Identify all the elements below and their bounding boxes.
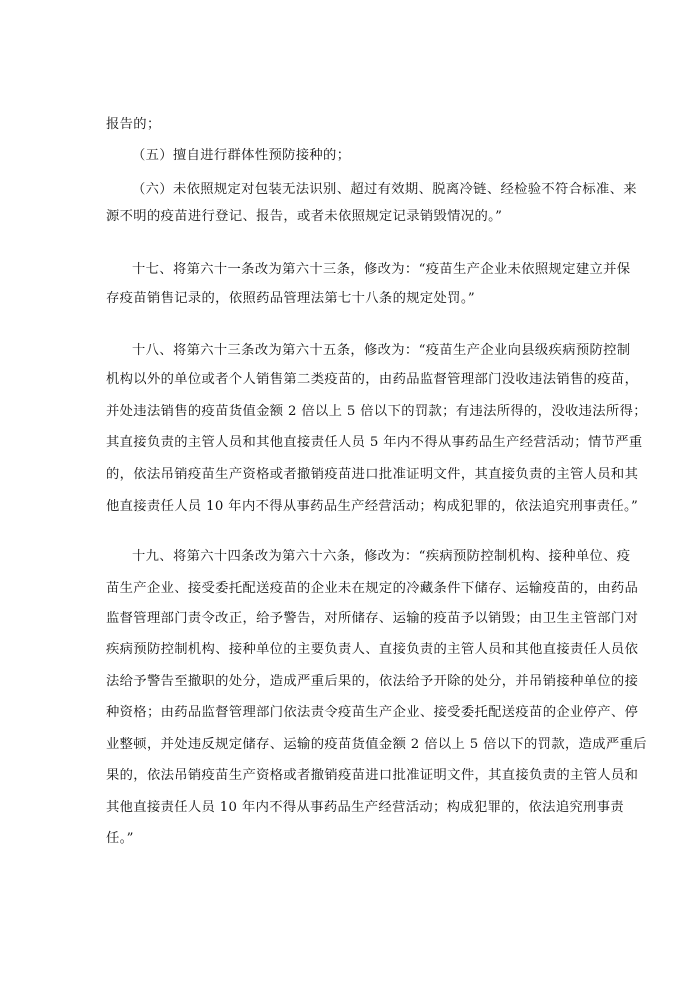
text-line: （五）擅自进行群体性预防接种的；: [132, 148, 351, 163]
text-line: 法给予警告至撤职的处分，造成严重后果的，依法给予开除的处分，并吊销接种单位的接: [106, 674, 639, 689]
text-line: 他直接责任人员 10 年内不得从事药品生产经营活动；构成犯罪的，依法追究刑事责任。”: [106, 499, 639, 514]
text-line: 机构以外的单位或者个人销售第二类疫苗的，由药品监督管理部门没收违法销售的疫苗，: [106, 372, 639, 387]
text-line: 监督管理部门责令改正，给予警告，对所储存、运输的疫苗予以销毁；由卫生主管部门对: [106, 611, 639, 626]
text-line: 其他直接责任人员 10 年内不得从事药品生产经营活动；构成犯罪的，依法追究刑事责: [106, 800, 625, 815]
text-line: 苗生产企业、接受委托配送疫苗的企业未在规定的冷藏条件下储存、运输疫苗的，由药品: [106, 581, 639, 596]
text-line: 的，依法吊销疫苗生产资格或者撤销疫苗进口批准证明文件，其直接负责的主管人员和其: [106, 467, 639, 482]
text-line: 种资格；由药品监督管理部门依法责令疫苗生产企业、接受委托配送疫苗的企业停产、停: [106, 705, 639, 720]
text-line: 并处违法销售的疫苗货值金额 2 倍以上 5 倍以下的罚款；有违法所得的，没收违法所得；: [106, 404, 647, 419]
text-line: 疾病预防控制机构、接种单位的主要负责人、直接负责的主管人员和其他直接责任人员依: [106, 642, 639, 657]
text-line: 任。”: [106, 831, 134, 846]
text-line: 十九、将第六十四条改为第六十六条，修改为：“疾病预防控制机构、接种单位、疫: [132, 549, 631, 564]
text-line: 其直接负责的主管人员和其他直接责任人员 5 年内不得从事药品生产经营活动；情节严重: [106, 435, 643, 450]
text-line: 果的，依法吊销疫苗生产资格或者撤销疫苗进口批准证明文件，其直接负责的主管人员和: [106, 768, 639, 783]
text-line: 十七、将第六十一条改为第六十三条，修改为：“疫苗生产企业未依照规定建立并保: [132, 262, 631, 277]
text-line: 十八、将第六十三条改为第六十五条，修改为：“疫苗生产企业向县级疾病预防控制: [132, 343, 631, 358]
text-line: 存疫苗销售记录的，依照药品管理法第七十八条的规定处罚。”: [106, 291, 475, 306]
text-line: 源不明的疫苗进行登记、报告，或者未依照规定记录销毁情况的。”: [106, 209, 503, 224]
text-line: （六）未依照规定对包装无法识别、超过有效期、脱离冷链、经检验不符合标准、来: [132, 182, 637, 197]
text-line: 业整顿，并处违反规定储存、运输的疫苗货值金额 2 倍以上 5 倍以下的罚款，造成严重后: [106, 737, 647, 752]
text-line: 报告的；: [106, 117, 161, 132]
